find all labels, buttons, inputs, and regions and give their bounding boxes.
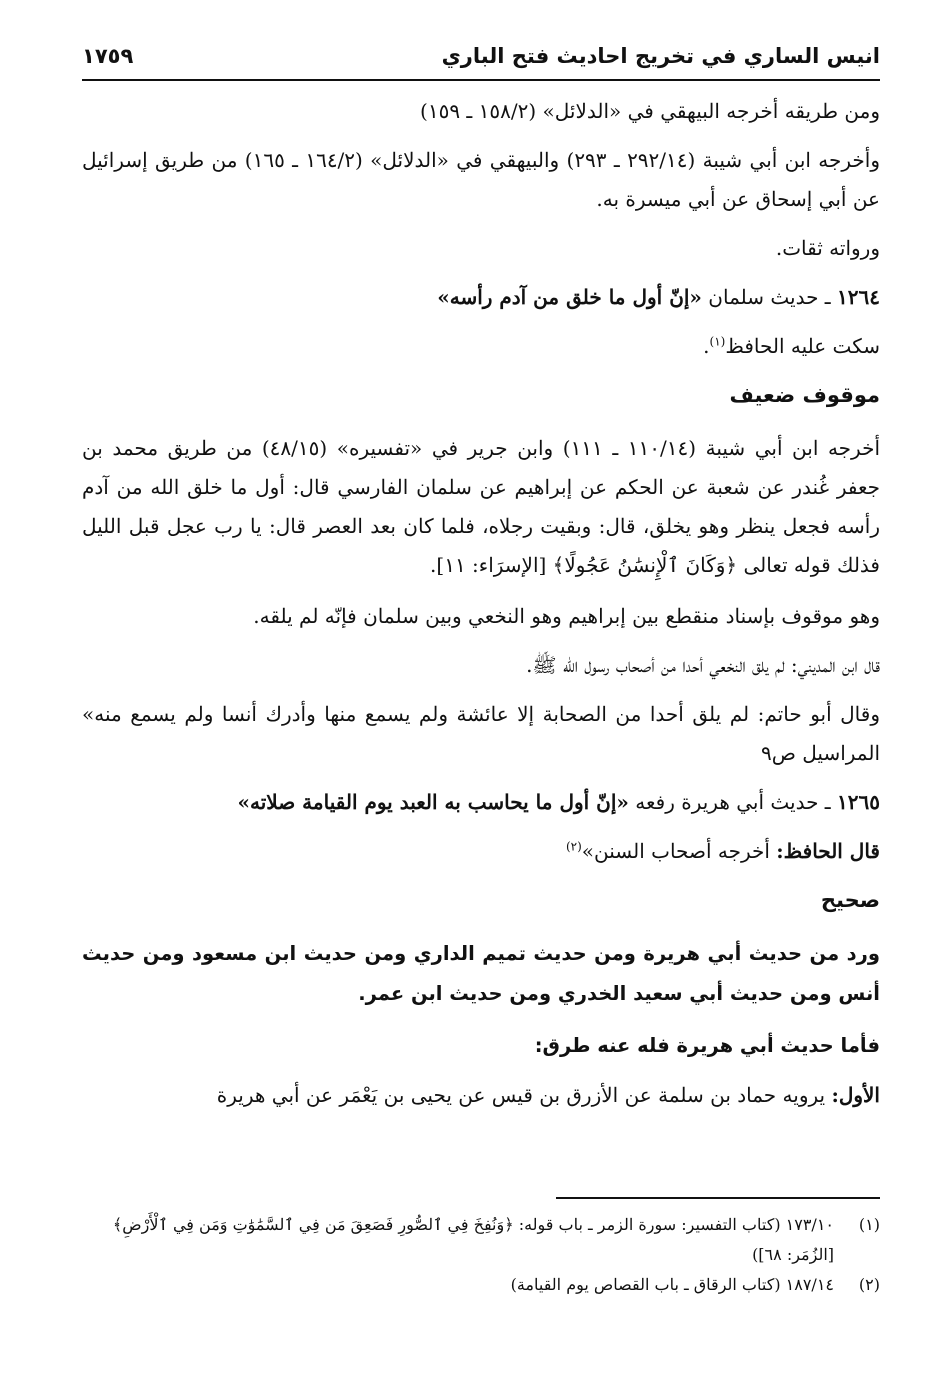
header-rule — [82, 79, 880, 81]
page-header — [82, 36, 880, 76]
hadith-intro: ـ حديث أبي هريرة رفعه — [635, 790, 831, 814]
paragraph-hafiz — [82, 832, 880, 871]
page-number: ١٧٥٩ — [82, 44, 134, 68]
hadith-intro: ـ حديث سلمان — [708, 285, 831, 309]
first-label: الأول: — [831, 1083, 880, 1107]
grade-heading: صحيح — [820, 888, 880, 912]
paragraph-silent: سكت عليه الحافظ$^{(١)}$. — [703, 334, 880, 358]
footnote-item — [82, 1210, 880, 1270]
footnote-ref-2: (٢) — [565, 839, 582, 854]
paragraph-paths: فأما حديث أبي هريرة فله عنه طرق: — [534, 1034, 880, 1057]
hafiz-label: قال الحافظ: — [776, 839, 880, 863]
hadith-text: «إنّ أول ما يحاسب به العبد يوم القيامة صلاته» — [237, 790, 629, 814]
footnote-item — [82, 1270, 880, 1300]
first-text: يرويه حماد بن سلمة عن الأزرق بن قيس عن يحيى بن يَعْمَر عن أبي هريرة — [216, 1083, 826, 1107]
hadith-text: «إنّ أول ما خلق من آدم رأسه» — [437, 285, 702, 309]
hadith-1264-heading — [82, 278, 880, 317]
paragraph-mawquf: وهو موقوف بإسناد منقطع بين إبراهيم وهو النخعي وبين سلمان فإنّه لم يلقه. — [253, 604, 880, 628]
paragraph-narrators: ورواته ثقات. — [775, 236, 880, 260]
paragraph-narrations: ورد من حديث أبي هريرة ومن حديث تميم الداري ومن حديث ابن مسعود ومن حديث أنس ومن حديث أبي سعيد الخدري ومن حديث ابن عمر. — [82, 942, 880, 1005]
hadith-1265-heading — [82, 783, 880, 822]
paragraph-bayhaqi: ومن طريقه أخرجه البيهقي في «الدلائل» (١٥٨/٢ ـ ١٥٩) — [420, 99, 880, 123]
main-text — [82, 92, 880, 1125]
hadith-number: ١٢٦٥ — [837, 790, 880, 814]
hadith-number: ١٢٦٤ — [837, 285, 880, 309]
book-title: انيس الساري في تخريج احاديث فتح الباري — [441, 44, 880, 68]
footnote-number: (٢) — [858, 1275, 880, 1294]
footnote-text: ١٨٧/١٤ (كتاب الرقاق ـ باب القصاص يوم القيامة) — [510, 1275, 834, 1294]
footnote-rule — [556, 1197, 880, 1199]
hafiz-text: أخرجه أصحاب السنن» — [581, 839, 770, 863]
footnote-number: (١) — [858, 1215, 880, 1234]
footnote-text: ١٧٣/١٠ (كتاب التفسير: سورة الزمر ـ باب قوله: ﴿وَنُفِخَ فِي ٱلصُّورِ فَصَعِقَ مَن فِي ٱلسَّمَٰوَٰتِ وَمَن فِي ٱلْأَرْضِ﴾ [الزُمَر: ٦٨]) — [112, 1215, 834, 1264]
paragraph-first-path — [82, 1076, 880, 1115]
silent-text: سكت عليه الحافظ — [725, 334, 880, 358]
paragraph-abu-hatim: وقال أبو حاتم: لم يلق أحدا من الصحابة إلا عائشة ولم يسمع منها وأدرك أنسا ولم يسمع منه» المراسيل ص٩ — [82, 702, 880, 765]
footnote-ref-1: (١) — [709, 334, 726, 349]
footnotes — [82, 1210, 880, 1300]
grade-heading: موقوف ضعيف — [729, 383, 880, 407]
paragraph-ibn-abi-shaiba: وأخرجه ابن أبي شيبة (٢٩٢/١٤ ـ ٢٩٣) والبيهقي في «الدلائل» (١٦٤/٢ ـ ١٦٥) من طريق إسرائيل عن أبي إسحاق عن أبي ميسرة به. — [82, 148, 881, 211]
paragraph-takhrij: أخرجه ابن أبي شيبة (١١٠/١٤ ـ ١١١) وابن جرير في «تفسيره» (٤٨/١٥) من طريق محمد بن جعفر غُندر عن شعبة عن الحكم عن إبراهيم عن سلمان الفارسي قال: أول ما خلق الله من آدم رأسه فجعل ينظر وهو يخلق، قال: وبقيت رجلاه، فلما كان بعد العصر قال: يا رب عجل قبل الليل فذلك قوله تعالى ﴿وَكَانَ ٱلْإِنسَٰنُ عَجُولًا﴾ [الإسرَاء: ١١]. — [82, 436, 881, 577]
paragraph-ibn-madini: قال ابن المديني: لم يلق النخعي أحدا من أصحاب رسول الله ﷺ. — [526, 653, 880, 677]
